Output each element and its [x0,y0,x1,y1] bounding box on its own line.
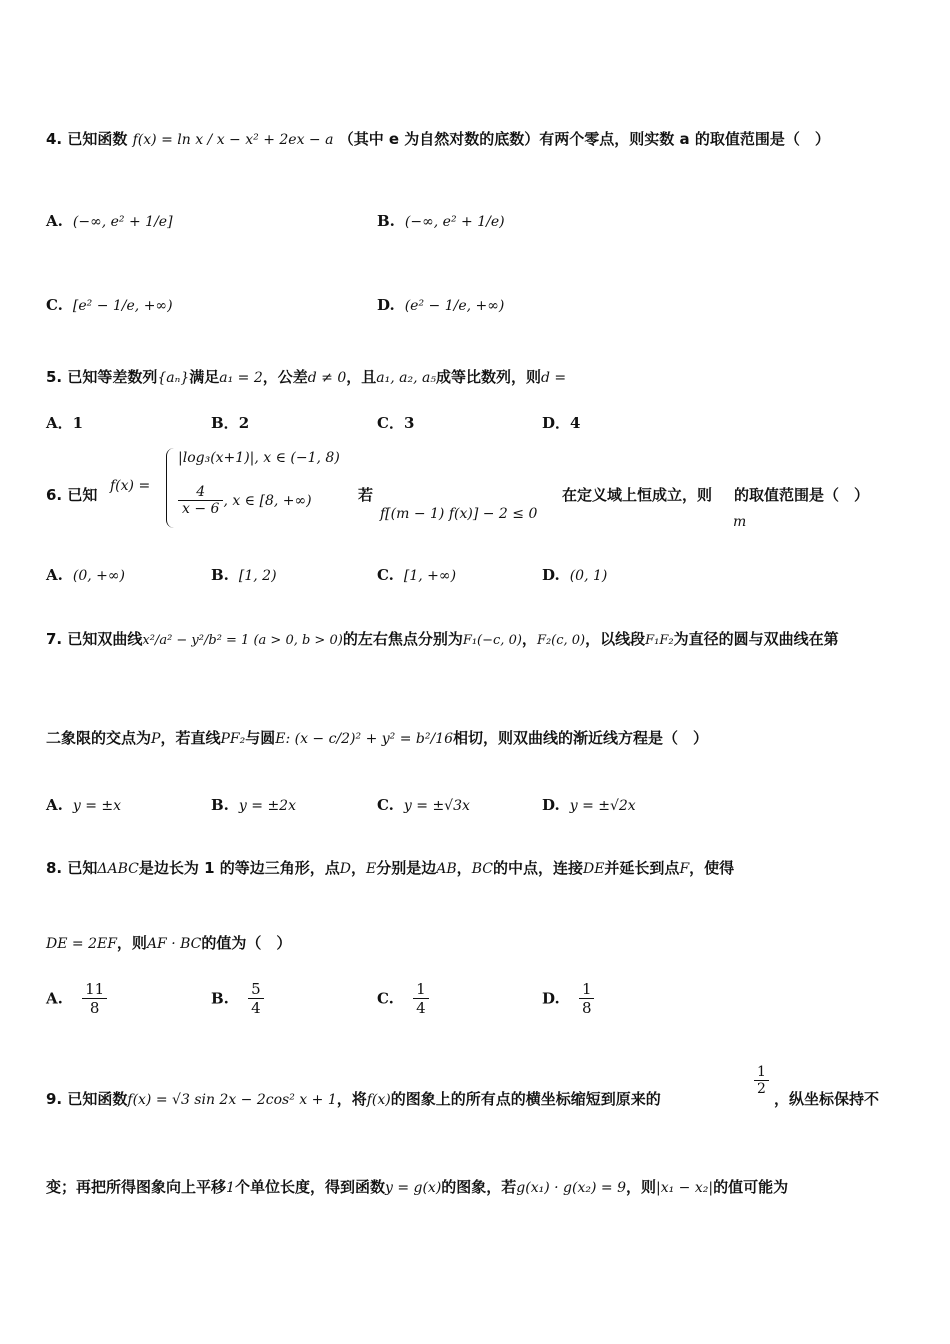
question-text: 已知 [67,486,98,504]
formula: AB [436,861,457,877]
question-text: 已知 [67,859,98,877]
fraction-denominator: 2 [757,1081,766,1097]
option-label: B. [377,212,395,230]
option-b [211,796,296,814]
fraction-denominator: 8 [89,999,100,1017]
case-2-domain: , x ∈ [8, +∞) [223,493,312,509]
question-text: ，将 [336,1090,367,1108]
question-6 [46,484,97,505]
formula: 1 [226,1180,235,1196]
question-text: 个单位长度，得到函数 [234,1178,385,1196]
formula: d ≠ 0 [307,370,347,386]
option-value: [e² − 1/e, +∞) [72,298,173,314]
formula: D [339,861,351,877]
formula: a₁ = 2 [219,370,263,386]
option-label: B. [211,796,229,814]
formula: F [679,861,690,877]
option-a [46,212,173,230]
option-d [542,412,580,433]
option-label: B. [211,566,229,584]
question-text: 为直径的圆与双曲线在第 [673,630,839,648]
fraction-numerator: 1 [579,980,595,999]
option-value: (−∞, e² + 1/e) [404,214,505,230]
question-number: 5. [46,368,63,386]
question-text: 的值为（ ） [201,934,292,952]
option-d [542,796,636,814]
formula: E: (x − c/2)² + y² = b²/16 [275,731,454,747]
question-6-cont [562,484,869,505]
question-5 [46,366,566,387]
question-text: 二象限的交点为 [46,729,152,747]
formula: f(x) [366,1092,391,1108]
option-b [211,980,264,1017]
option-value: (e² − 1/e, +∞) [404,298,505,314]
question-4 [46,128,830,149]
fraction-denominator: 4 [416,999,426,1017]
question-text: 的图象上的所有点的横坐标缩短到原来的 [390,1090,661,1108]
question-6-cont [358,484,373,505]
option-label: D. [542,989,560,1008]
option-value: [1, 2) [238,568,277,584]
formula: F₁F₂ [645,633,674,648]
question-text: 已知函数 [67,1090,128,1108]
formula: ΔABC [97,861,139,877]
question-text: ，若直线 [160,729,221,747]
option-label: C． [377,414,404,432]
option-b [377,212,505,230]
formula: y = g(x) [384,1180,442,1196]
formula: f(x) = ln x / x − x² + 2ex − a [132,132,334,148]
formula: PF₂ [220,731,246,747]
question-text: 变；再把所得图象向上平移 [46,1178,227,1196]
question-text: 相切，则双曲线的渐近线方程是（ ） [453,729,709,747]
question-9 [46,1088,661,1109]
formula: a₁, a₂, a₅ [376,370,436,386]
fraction-denominator: 8 [581,999,592,1017]
option-value: y = ±√2x [569,798,636,814]
question-text: ， [521,630,537,648]
option-a [46,796,121,814]
question-text: 的取值范围是（ ） [734,486,870,504]
question-text: ，公差 [262,368,308,386]
formula: E [366,861,377,877]
option-label: B. [211,989,229,1008]
option-a [46,412,83,433]
option-c [377,796,470,814]
option-label: A. [46,796,63,814]
formula: {aₙ} [157,370,190,386]
fraction-numerator: 11 [82,980,107,999]
option-value: (0, +∞) [72,568,125,584]
question-text: 已知双曲线 [67,630,143,648]
option-c [377,412,414,433]
option-b [211,412,249,433]
fraction-denominator: 4 [251,999,261,1017]
question-text: 的左右焦点分别为 [342,630,463,648]
question-text: ，则 [116,934,147,952]
option-label: B． [211,414,239,432]
formula: DE [582,861,605,877]
option-label: C. [377,566,394,584]
option-label: A. [46,989,63,1008]
formula: F₂(c, 0) [536,633,586,648]
question-text: 若 [358,486,374,504]
option-label: D. [542,796,560,814]
question-number: 7. [46,630,63,648]
formula: BC [471,861,493,877]
formula: P [151,731,161,747]
question-number: 4. [46,130,63,148]
question-text: ， [351,859,367,877]
formula: f(x) = √3 sin 2x − 2cos² x + 1 [127,1092,337,1108]
option-label: D． [542,414,571,432]
question-text: ，以线段 [585,630,646,648]
option-label: C. [377,796,394,814]
question-9-line-2 [46,1176,788,1197]
question-text: 的中点，连接 [492,859,583,877]
option-label: A. [46,566,63,584]
option-value: y = ±√3x [403,798,470,814]
option-label: A． [46,414,73,432]
option-value: 3 [403,414,415,432]
question-8-line-2 [46,932,291,953]
formula: DE = 2EF [46,936,117,952]
fraction-numerator: 4 [178,484,223,501]
question-text: 的图象，若 [441,1178,517,1196]
case-2 [178,484,312,517]
question-text: 满足 [189,368,220,386]
question-number: 9. [46,1090,63,1108]
option-a [46,566,125,584]
option-b [211,566,277,584]
question-text: 分别是边 [376,859,437,877]
question-text: 并延长到点 [604,859,680,877]
fraction-numerator: 1 [413,980,429,999]
option-c [377,566,456,584]
option-value: 2 [238,414,250,432]
case-1: |log₃(x+1)|, x ∈ (−1, 8) [178,450,340,466]
inequality: f[(m − 1) f(x)] − 2 ≤ 0 [380,506,538,522]
option-label: A. [46,212,63,230]
formula: F₁(−c, 0) [462,633,522,648]
formula: |x₁ − x₂| [656,1180,714,1196]
question-text: ， [456,859,472,877]
question-number: 6. [46,486,63,504]
option-label: D. [377,296,395,314]
formula: x²/a² − y²/b² = 1 (a > 0, b > 0) [142,633,343,648]
question-text: ，且 [346,368,377,386]
option-c [377,980,429,1017]
option-label: D. [542,566,560,584]
question-text: 的值可能为 [713,1178,789,1196]
question-text: 已知等差数列 [67,368,158,386]
question-text: 与圆 [245,729,276,747]
formula: AF · BC [146,936,202,952]
fraction-half [754,1064,769,1097]
formula: f(x) = [110,478,151,494]
option-value: (0, 1) [569,568,608,584]
fraction-denominator: x − 6 [182,501,220,517]
question-9-cont [774,1088,879,1109]
fraction-numerator: 1 [754,1064,769,1081]
option-label: C. [46,296,63,314]
option-value: y = ±2x [238,798,296,814]
brace [166,448,175,528]
question-text: ，则 [625,1178,656,1196]
option-value: y = ±x [72,798,122,814]
option-value: (−∞, e² + 1/e] [72,214,173,230]
option-d [542,980,594,1017]
piecewise-function [110,446,360,532]
option-c [46,296,173,314]
question-text: （其中 e 为自然对数的底数）有两个零点，则实数 a 的取值范围是（ ） [338,130,830,148]
question-8 [46,857,734,878]
question-text: 成等比数列，则 [435,368,541,386]
option-value: 1 [72,414,84,432]
option-label: C. [377,989,394,1008]
option-d [377,296,504,314]
question-7 [46,628,839,649]
fraction-numerator: 5 [248,980,264,999]
option-value: 4 [570,414,581,432]
question-text: ，纵坐标保持不 [774,1090,880,1108]
variable-m: m [733,514,747,530]
formula: g(x₁) · g(x₂) = 9 [516,1180,626,1196]
option-a [46,980,107,1017]
option-value: [1, +∞) [403,568,457,584]
question-text: 已知函数 [67,130,128,148]
question-text: ，使得 [689,859,735,877]
formula: d = [540,370,567,386]
question-text: 在定义域上恒成立，则 [562,486,713,504]
question-7-line-2 [46,727,708,748]
option-d [542,566,607,584]
question-text: 是边长为 1 的等边三角形，点 [138,859,340,877]
question-number: 8. [46,859,63,877]
